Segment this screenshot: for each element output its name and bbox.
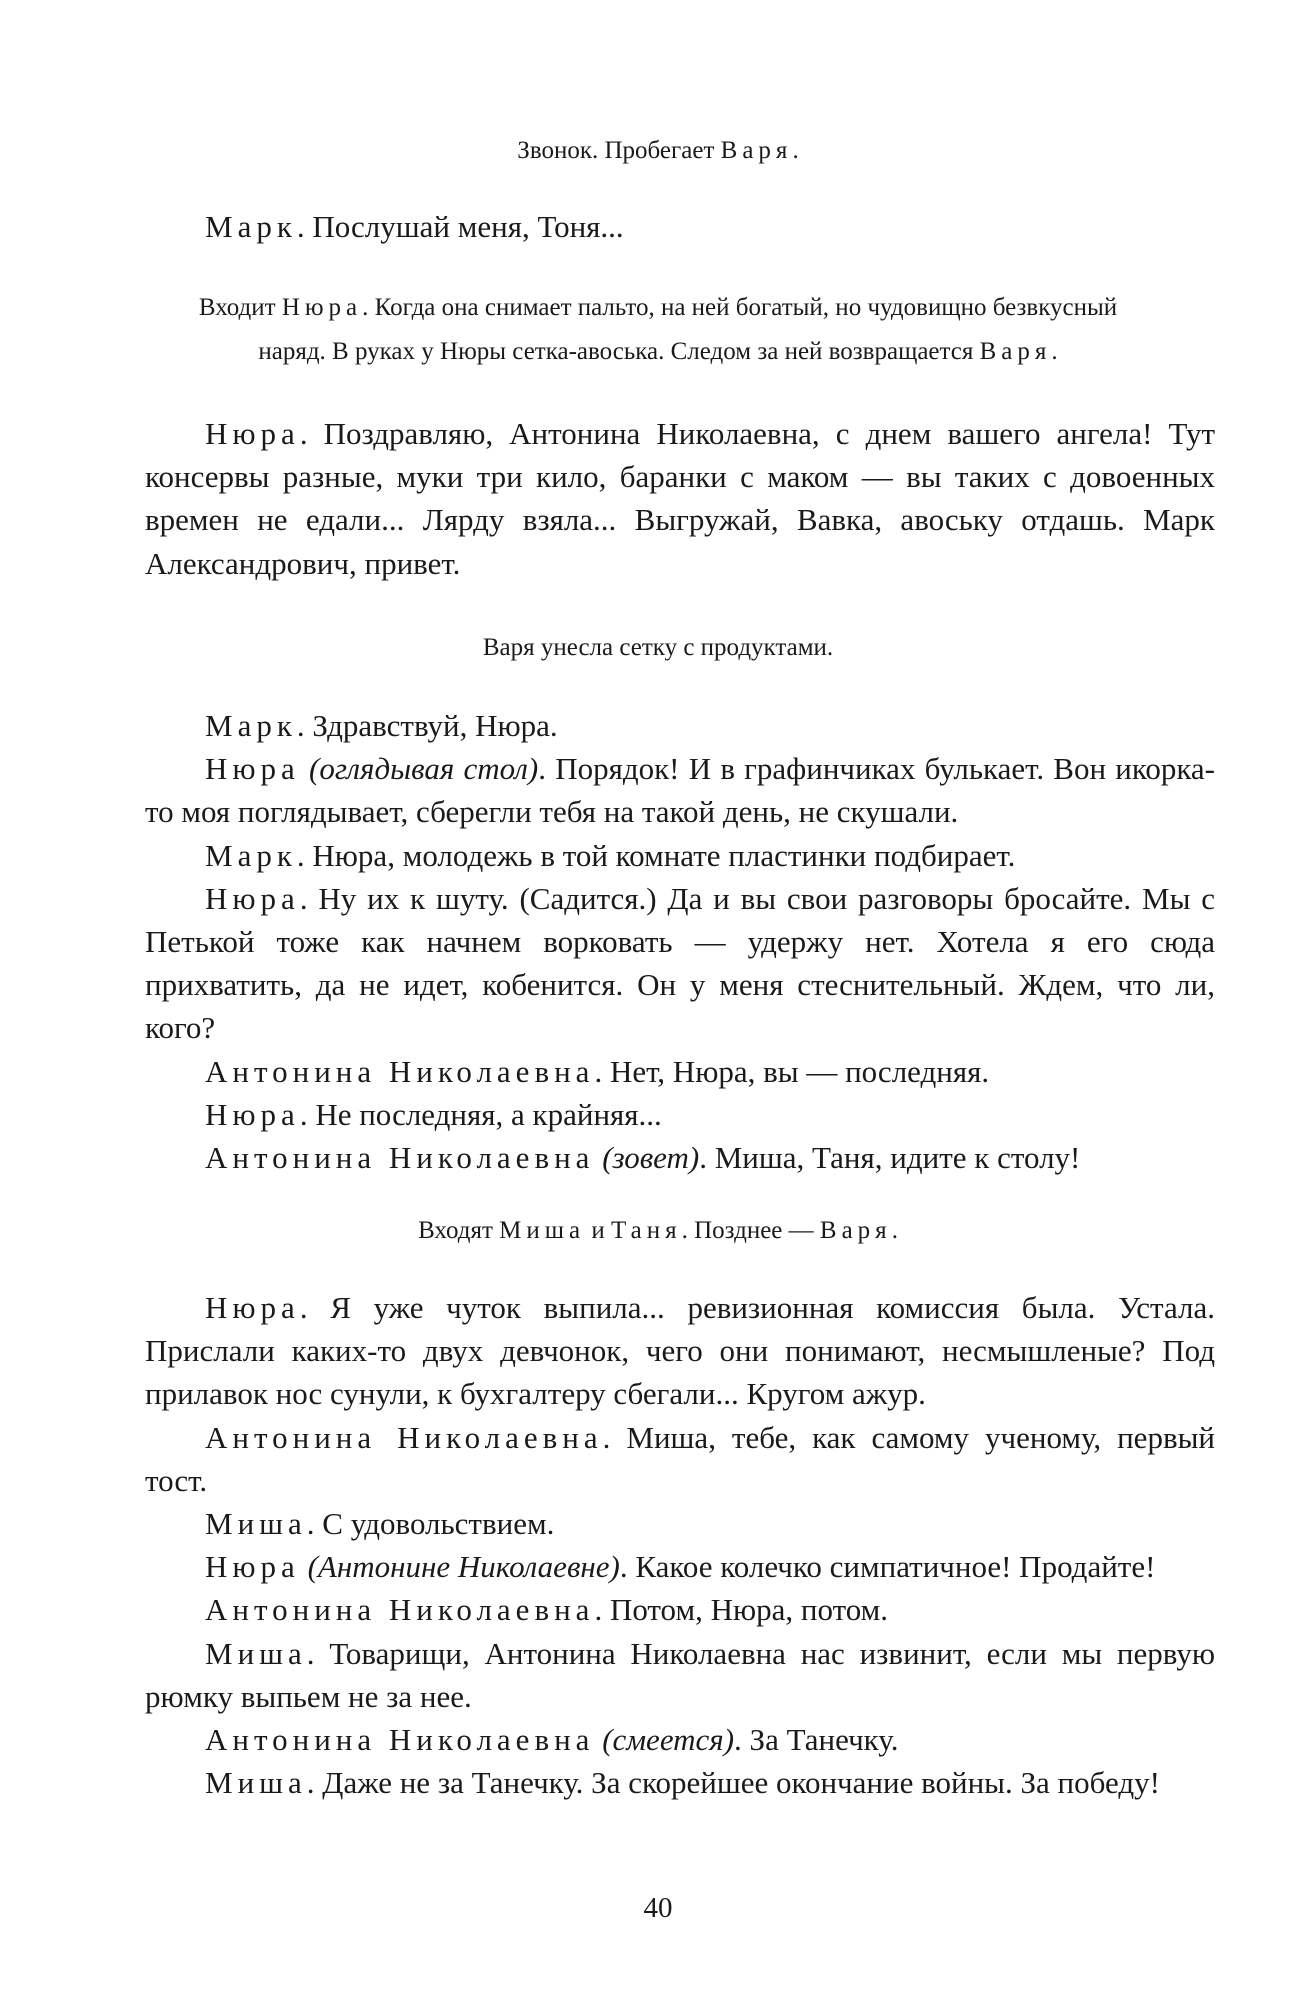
speaker-name: Нюра [205,1549,300,1585]
speaker-name: Нюра [205,1096,300,1132]
character-name: Варя [720,137,793,164]
dialogue-line: Миша. Даже не за Танечку. За скорейшее окончание войны. За победу! [205,1765,1160,1801]
stage-direction-1: Звонок. Пробегает Варя. [517,137,799,164]
character-name: Миша [499,1217,586,1244]
character-name: Нюра [281,294,363,321]
speaker-name: Антонина Николаевна [205,1140,595,1176]
character-name: Варя [979,338,1052,365]
dialogue-line: Антонина Николаевна. Нет, Нюра, вы — последняя. [205,1053,990,1089]
dialogue-line: Нюра. Я уже чуток выпила... ревизионная комиссия была. Устала. Прислали каких-то двух девчонок, чего они понимают, несмышленые? Под прилавок нос сунули, к бухгалтеру сбегали... Кругом ажур. [145,1290,1215,1412]
speaker-name: Нюра [205,416,300,451]
dialogue-line: Миша. С удовольствием. [205,1506,555,1542]
speaker-name: Нюра [205,880,300,916]
page-number: 40 [643,1892,673,1924]
dialogue-line: Нюра. Ну их к шуту. (Садится.) Да и вы свои разговоры бросайте. Мы с Петькой тоже как начнем ворковать — удержу нет. Хотела я его сюда прихватить, да не идет, кобенится. Он у меня стеснительный. Ждем, что ли, кого? [145,880,1215,1046]
speaker-name: Миша [205,1765,307,1801]
speaker-name: Антонина Николаевна [205,1419,603,1455]
speaker-name: Миша [205,1506,307,1542]
speaker-name: Марк [205,708,297,743]
speaker-name: Марк [205,209,297,244]
dialogue-line: Антонина Николаевна (зовет). Миша, Таня, идите к столу! [205,1140,1081,1176]
dialogue-line: Антонина Николаевна (смеется). За Танечку. [205,1722,899,1758]
speaker-name: Антонина Николаевна [205,1722,595,1758]
dialogue-line: Нюра. Не последняя, а крайняя... [205,1096,662,1132]
dialogue-line: Миша. Товарищи, Антонина Николаевна нас извинит, если мы первую рюмку выпьем не за нее. [145,1635,1215,1714]
speaker-name: Антонина Николаевна [205,1053,595,1089]
speaker-name: Нюра [205,751,300,787]
dialogue-line: Марк. Здравствуй, Нюра. [205,708,558,743]
speaker-name: Миша [205,1635,307,1671]
dialogue-line: Нюра (оглядывая стол). Порядок! И в графинчиках булькает. Вон икорка-то моя поглядывает, сберегли тебя на такой день, не скушали. [145,751,1216,830]
stage-direction-2: Входит Нюра. Когда она снимает пальто, на ней богатый, но чудовищно безвкусный наряд. В руках у Нюры сетка-авоська. Следом за ней возвращается Варя. [198,294,1118,365]
speaker-name: Антонина Николаевна [205,1592,595,1628]
character-name: Таня [611,1217,682,1244]
stage-direction-4: Входят Миша и Таня. Позднее — Варя. [418,1217,898,1244]
speaker-name: Марк [205,837,297,873]
stage-direction-3: Варя унесла сетку с продуктами. [482,634,834,661]
dialogue-line: Антонина Николаевна. Миша, тебе, как самому ученому, первый тост. [145,1419,1215,1498]
character-name: Варя [819,1217,892,1244]
dialogue-line: Марк. Нюра, молодежь в той комнате пластинки подбирает. [205,837,1016,873]
dialogue-line: Антонина Николаевна. Потом, Нюра, потом. [205,1592,888,1628]
dialogue-block-a [145,704,1215,1179]
dialogue-block-b [145,1286,1215,1804]
dialogue-line-2: Нюра. Поздравляю, Антонина Николаевна, с днем вашего ангела! Тут консервы разные, муки три кило, баранки с маком — вы таких с довоенных времен не едали... Лярду взяла... Выгружай, Вавка, авоську отдашь. Марк Александрович, привет. [145,416,1215,581]
speaker-name: Нюра [205,1290,300,1325]
dialogue-line-1: Марк. Послушай меня, Тоня... [205,209,624,244]
dialogue-line: Нюра (Антонине Николаевне). Какое колечко симпатичное! Продайте! [205,1549,1156,1585]
